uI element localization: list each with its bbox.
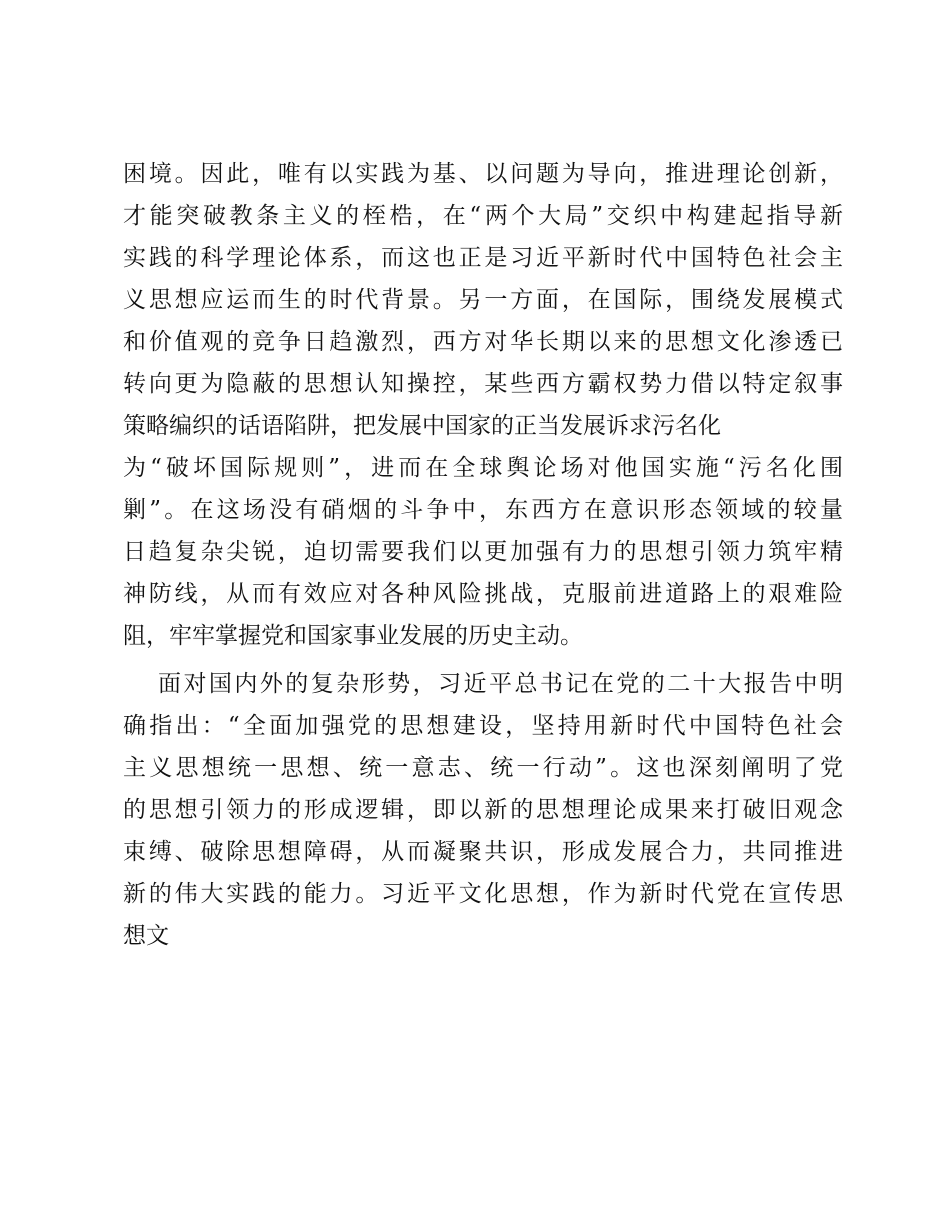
text-line: 新的伟大实践的能力。习近平文化思想，作为新时代党在宣传思: [123, 881, 843, 907]
text-line: 为“破坏国际规则”，进而在全球舆论场对他国实施“污名化围: [123, 455, 843, 481]
text-line: 想文: [123, 923, 169, 949]
text-line: 主义思想统一思想、统一意志、统一行动”。这也深刻阐明了党: [123, 755, 843, 781]
text-line: 确指出：“全面加强党的思想建设，坚持用新时代中国特色社会: [123, 713, 843, 739]
paragraph-1: [123, 153, 843, 657]
text-line: 神防线，从而有效应对各种风险挑战，克服前进道路上的艰难险: [123, 581, 843, 607]
text-line: 实践的科学理论体系，而这也正是习近平新时代中国特色社会主: [123, 245, 843, 271]
text-line: 束缚、破除思想障碍，从而凝聚共识，形成发展合力，共同推进: [123, 839, 843, 865]
text-line: 阻，牢牢掌握党和国家事业发展的历史主动。: [123, 623, 583, 649]
text-line: 困境。因此，唯有以实践为基、以问题为导向，推进理论创新，: [123, 161, 843, 187]
text-line: 剿”。在这场没有硝烟的斗争中，东西方在意识形态领域的较量: [123, 497, 843, 523]
text-line: 面对国内外的复杂形势，习近平总书记在党的二十大报告中明: [158, 671, 843, 697]
text-line: 才能突破教条主义的桎梏，在“两个大局”交织中构建起指导新: [123, 203, 843, 229]
text-line: 义思想应运而生的时代背景。另一方面，在国际，围绕发展模式: [123, 287, 843, 313]
text-line: 的思想引领力的形成逻辑，即以新的思想理论成果来打破旧观念: [123, 797, 843, 823]
text-line: 日趋复杂尖锐，迫切需要我们以更加强有力的思想引领力筑牢精: [123, 539, 843, 565]
text-line: 转向更为隐蔽的思想认知操控，某些西方霸权势力借以特定叙事: [123, 371, 843, 397]
paragraph-2: [123, 663, 843, 957]
text-line: 策略编织的话语陷阱，把发展中国家的正当发展诉求污名化: [123, 413, 721, 439]
text-line: 和价值观的竞争日趋激烈，西方对华长期以来的思想文化渗透已: [123, 329, 843, 355]
document-body: [123, 153, 843, 957]
